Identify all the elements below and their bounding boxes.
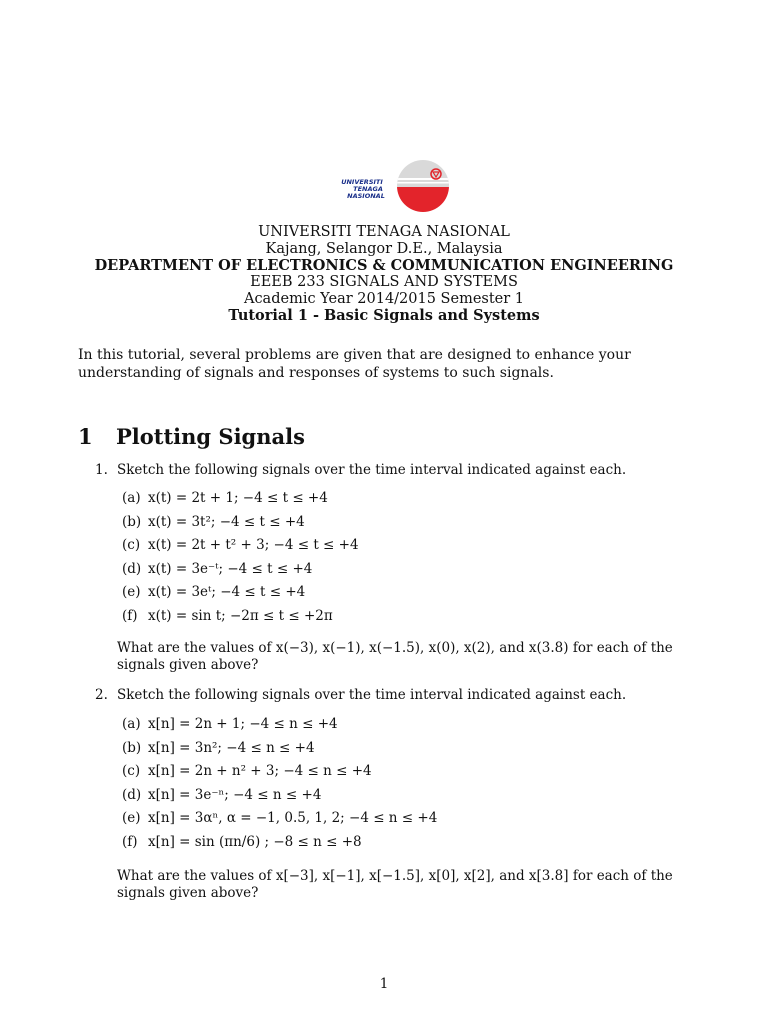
university-location: Kajang, Selangor D.E., Malaysia	[265, 240, 503, 257]
academic-year: Academic Year 2014/2015 Semester 1	[243, 291, 525, 308]
logo-red-half	[390, 187, 452, 212]
problem-1	[95, 461, 715, 479]
logo-text-2: TENAGA	[353, 185, 383, 193]
list-item: (d) x[n] = 3e⁻ⁿ; −4 ≤ n ≤ +4	[122, 786, 322, 803]
course-name: EEEB 233 SIGNALS AND SYSTEMS	[250, 274, 518, 291]
document-header	[0, 224, 768, 325]
logo-graphic	[330, 160, 452, 212]
page-number: 1	[379, 976, 389, 992]
problem-number: 2.	[95, 687, 108, 703]
problem-2-question: What are the values of x[−3], x[−1], x[−1.5], x[0], x[2], and x[3.8] for each of the signals given above?	[117, 868, 673, 901]
problem-number: 1.	[95, 462, 108, 478]
problem-2-items	[122, 713, 722, 854]
problem-text: Sketch the following signals over the time interval indicated against each.	[117, 687, 627, 703]
department-name: DEPARTMENT OF ELECTRONICS & COMMUNICATION ENGINEERING	[94, 256, 674, 274]
list-item: (f) x[n] = sin (πn/6) ; −8 ≤ n ≤ +8	[122, 833, 362, 850]
problem-1-question: What are the values of x(−3), x(−1), x(−1.5), x(0), x(2), and x(3.8) for each of the signals given above?	[117, 640, 673, 673]
list-item: (f) x(t) = sin t; −2π ≤ t ≤ +2π	[122, 607, 333, 624]
intro-paragraph: In this tutorial, several problems are given that are designed to enhance your understanding of signals and responses of systems to such signals.	[78, 347, 631, 381]
university-logo	[330, 160, 452, 212]
section-number: 1	[78, 424, 93, 449]
list-item: (e) x(t) = 3eᵗ; −4 ≤ t ≤ +4	[122, 584, 306, 600]
problem-1-items	[122, 487, 722, 628]
list-item: (a) x(t) = 2t + 1; −4 ≤ t ≤ +4	[122, 490, 328, 506]
section-heading	[78, 424, 708, 450]
university-name: UNIVERSITI TENAGA NASIONAL	[258, 224, 510, 240]
tutorial-title: Tutorial 1 - Basic Signals and Systems	[228, 306, 540, 324]
list-item: (a) x[n] = 2n + 1; −4 ≤ n ≤ +4	[122, 716, 338, 732]
list-item: (b) x(t) = 3t²; −4 ≤ t ≤ +4	[122, 513, 305, 530]
list-item: (b) x[n] = 3n²; −4 ≤ n ≤ +4	[122, 739, 315, 756]
list-item: (c) x(t) = 2t + t² + 3; −4 ≤ t ≤ +4	[122, 537, 359, 553]
logo-text-1: UNIVERSITI	[341, 178, 383, 186]
problem-text: Sketch the following signals over the time interval indicated against each.	[117, 462, 627, 478]
list-item: (c) x[n] = 2n + n² + 3; −4 ≤ n ≤ +4	[122, 763, 372, 779]
problem-2	[95, 686, 715, 704]
section-title: Plotting Signals	[116, 424, 305, 449]
list-item: (d) x(t) = 3e⁻ᵗ; −4 ≤ t ≤ +4	[122, 560, 313, 577]
logo-text-3: NASIONAL	[347, 192, 385, 200]
list-item: (e) x[n] = 3αⁿ, α = −1, 0.5, 1, 2; −4 ≤ n ≤ +4	[122, 810, 438, 826]
